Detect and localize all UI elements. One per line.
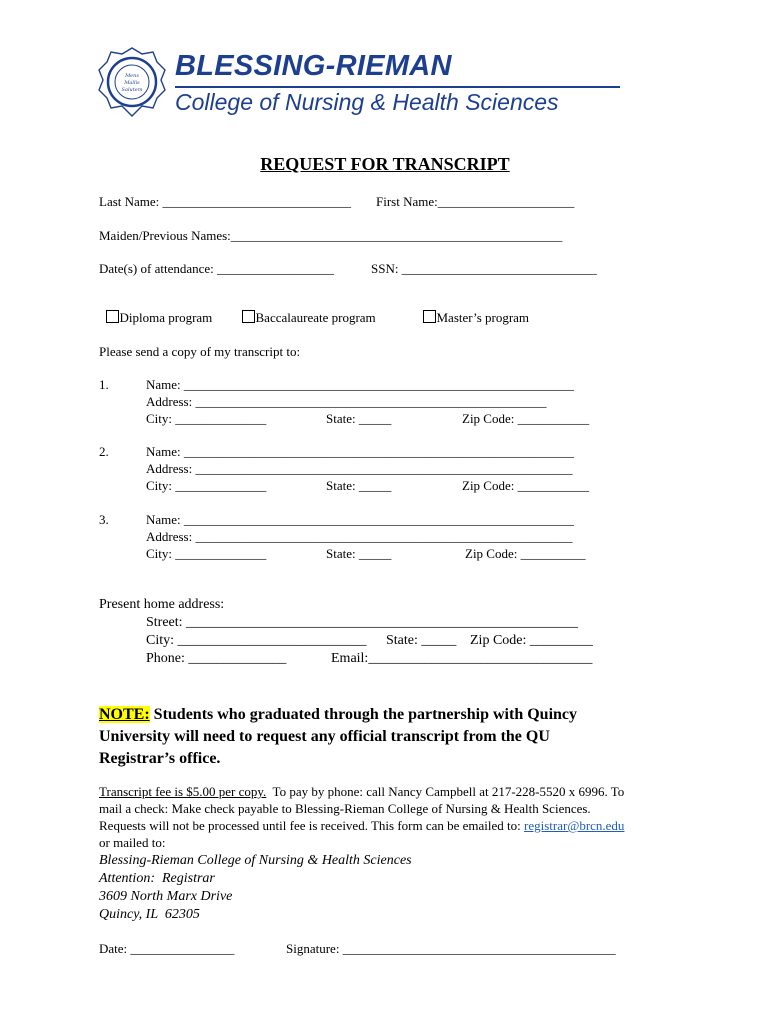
mailing-address-line-2: Attention: Registrar — [99, 871, 215, 886]
send-copy-label: Please send a copy of my transcript to: — [99, 344, 301, 359]
recipient-3-address-field[interactable]: Address: __________________________________________________________ — [146, 529, 573, 544]
recipient-1-name-field[interactable]: Name: ____________________________________________________________ — [146, 377, 574, 392]
present-zip-field[interactable]: Zip Code: _________ — [470, 633, 593, 648]
recipient-2-zip-field[interactable]: Zip Code: ___________ — [462, 478, 590, 493]
brand-name: BLESSING-RIEMAN — [175, 50, 452, 82]
recipient-1-number: 1. — [99, 377, 109, 392]
fee-line-2: mail a check: Make check payable to Blessing-Rieman College of Nursing & Health Sciences. — [99, 801, 591, 816]
brand-subtitle: College of Nursing & Health Sciences — [175, 89, 559, 115]
recipient-3-name-field[interactable]: Name: ____________________________________________________________ — [146, 512, 574, 527]
attendance-dates-field[interactable]: Date(s) of attendance: __________________ — [99, 261, 335, 276]
recipient-3-city-field[interactable]: City: ______________ — [146, 546, 267, 561]
recipient-1-state-field[interactable]: State: _____ — [326, 411, 392, 426]
seal-text-3: Salutem — [121, 87, 143, 93]
maiden-names-field[interactable]: Maiden/Previous Names:___________________________________________________ — [99, 228, 563, 243]
present-city-field[interactable]: City: ___________________________ — [146, 633, 367, 648]
first-name-field[interactable]: First Name:_____________________ — [376, 194, 575, 209]
recipient-2-number: 2. — [99, 444, 109, 459]
recipient-1-city-field[interactable]: City: ______________ — [146, 411, 267, 426]
mailing-address-line-1: Blessing-Rieman College of Nursing & Health Sciences — [99, 853, 412, 868]
page-title: REQUEST FOR TRANSCRIPT — [260, 154, 510, 174]
fee-line-4: or mailed to: — [99, 835, 166, 850]
brand-divider — [175, 86, 620, 88]
registrar-email-link[interactable]: registrar@brcn.edu — [524, 818, 625, 833]
fee-line-3 — [99, 818, 624, 834]
recipient-2-city-field[interactable]: City: ______________ — [146, 478, 267, 493]
note-text-2: University will need to request any official transcript from the QU — [99, 728, 550, 745]
recipient-3-zip-field[interactable]: Zip Code: __________ — [465, 546, 586, 561]
recipient-2-name-field[interactable]: Name: ____________________________________________________________ — [146, 444, 574, 459]
note-label: NOTE: — [99, 706, 150, 723]
present-address-label: Present home address: — [99, 597, 225, 612]
recipient-3-number: 3. — [99, 512, 109, 527]
note-line-1 — [99, 704, 577, 726]
fee-email-text: Requests will not be processed until fee is received. This form can be emailed to: — [99, 818, 525, 833]
note-text-1: Students who graduated through the partnership with Quincy — [149, 706, 578, 723]
diploma-label: Diploma program — [119, 310, 213, 325]
fee-phone-text: To pay by phone: call Nancy Campbell at 217-228-5520 x 6996. To — [266, 784, 625, 799]
masters-label: Master’s program — [436, 310, 530, 325]
baccalaureate-program-option[interactable] — [235, 294, 376, 326]
present-phone-field[interactable]: Phone: ______________ — [146, 651, 287, 666]
recipient-3-state-field[interactable]: State: _____ — [326, 546, 392, 561]
fee-amount: Transcript fee is $5.00 per copy. — [99, 784, 267, 799]
seal-text-1: Mens — [125, 73, 139, 79]
baccalaureate-checkbox[interactable] — [242, 310, 255, 323]
recipient-2-state-field[interactable]: State: _____ — [326, 478, 392, 493]
masters-program-option[interactable] — [416, 294, 529, 326]
present-email-field[interactable]: Email:________________________________ — [331, 651, 593, 666]
present-state-field[interactable]: State: _____ — [386, 633, 457, 648]
diploma-checkbox[interactable] — [106, 310, 119, 323]
masters-checkbox[interactable] — [423, 310, 436, 323]
fee-line-1 — [99, 784, 624, 800]
mailing-address-line-4: Quincy, IL 62305 — [99, 907, 200, 922]
seal-text-2: Mallis — [124, 80, 140, 86]
date-field[interactable]: Date: ________________ — [99, 941, 235, 956]
recipient-1-zip-field[interactable]: Zip Code: ___________ — [462, 411, 590, 426]
baccalaureate-label: Baccalaureate program — [255, 310, 376, 325]
last-name-field[interactable]: Last Name: _____________________________ — [99, 194, 352, 209]
diploma-program-option[interactable] — [99, 294, 212, 326]
present-street-field[interactable]: Street: ________________________________________________________ — [146, 615, 579, 630]
mailing-address-line-3: 3609 North Marx Drive — [99, 889, 233, 904]
note-text-3: Registrar’s office. — [99, 750, 221, 767]
college-seal-logo — [97, 46, 167, 122]
recipient-2-address-field[interactable]: Address: __________________________________________________________ — [146, 461, 573, 476]
recipient-1-address-field[interactable]: Address: ______________________________________________________ — [146, 394, 547, 409]
ssn-field[interactable]: SSN: ______________________________ — [371, 261, 597, 276]
signature-field[interactable]: Signature: __________________________________________ — [286, 941, 616, 956]
